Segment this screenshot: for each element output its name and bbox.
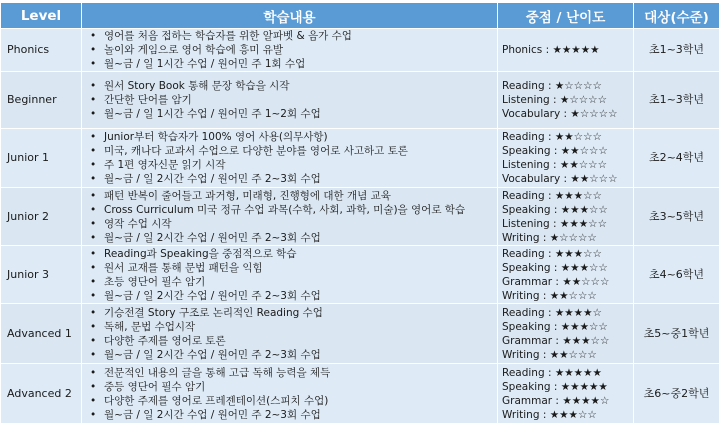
content-item: • Reading과 Speaking을 중점적으로 학습 [90,247,493,261]
level-cell: Advanced 2 [1,364,82,424]
content-item: • 월~금 / 일 2시간 수업 / 원어민 주 2~3회 수업 [90,231,493,245]
star-rating-icon: ★★☆☆☆ [570,173,618,185]
star-rating-icon: ★★★★★ [560,380,608,393]
target-cell: 초6~중2학년 [634,364,720,424]
focus-cell [498,188,634,246]
skill-label: Speaking : [502,261,561,274]
skill-label: Speaking : [502,145,561,157]
content-item: • 다양한 주제를 영어로 프레젠테이션(스피치 수업) [90,394,493,408]
skill-rating [502,334,629,348]
skill-label: Reading : [502,247,555,260]
content-cell [82,72,498,129]
target-cell: 초3~5학년 [634,188,720,246]
header-target: 대상(수준) [634,3,720,29]
star-rating-icon: ★☆☆☆☆ [554,80,602,92]
target-cell: 초1~3학년 [634,72,720,129]
star-rating-icon: ★☆☆☆☆ [559,94,607,106]
skill-rating [502,217,629,231]
content-cell [82,246,498,304]
star-rating-icon: ★★★★★ [554,366,602,379]
content-item: • 놀이와 게임으로 영어 학습에 흥미 유발 [90,43,493,57]
focus-cell [498,304,634,364]
skill-rating [502,380,629,394]
skill-label: Reading : [502,306,555,319]
content-item: • 월~금 / 일 1시간 수업 / 원어민 주 1~2회 수업 [90,107,493,121]
star-rating-icon: ★★☆☆☆ [549,348,597,361]
content-list [86,306,493,362]
focus-cell [498,29,634,72]
skill-label: Writing : [502,231,550,244]
content-item: • 간단한 단어를 암기 [90,93,493,107]
content-item: • 월~금 / 일 2시간 수업 / 원어민 주 2~3회 수업 [90,289,493,303]
header-focus: 중점 / 난이도 [498,3,634,29]
table-row [1,72,720,129]
content-item: • Cross Curriculum 미국 정규 수업 과목(수학, 사회, 과학, 미술)을 영어로 학습 [90,203,493,217]
skill-rating [502,144,629,158]
table-row [1,364,720,424]
content-item: • 월~금 / 일 2시간 수업 / 원어민 주 2~3회 수업 [90,408,493,422]
skill-rating [502,189,629,203]
content-cell [82,364,498,424]
content-list [86,189,493,245]
star-rating-icon: ★★★☆☆ [554,189,602,202]
content-item: • 기승전결 Story 구조로 논리적인 Reading 수업 [90,306,493,320]
star-rating-icon: ★★★☆☆ [560,203,608,216]
skill-label: Listening : [502,217,560,230]
skill-label: Listening : [502,94,560,106]
star-rating-icon: ★★☆☆☆ [554,131,602,143]
content-item: • 월~금 / 일 1시간 수업 / 원어민 주 1회 수업 [90,57,493,71]
skill-rating [502,408,629,422]
skill-rating [502,79,629,93]
skill-label: Speaking : [502,380,561,393]
content-cell [82,188,498,246]
skill-rating [502,348,629,362]
skill-rating [502,394,629,408]
content-list [86,366,493,422]
star-rating-icon: ★☆☆☆☆ [549,231,597,244]
star-rating-icon: ★★★☆☆ [554,247,602,260]
star-rating-icon: ★★★★☆ [554,306,602,319]
content-item: • 월~금 / 일 2시간 수업 / 원어민 주 2~3회 수업 [90,172,493,186]
skill-rating [502,231,629,245]
level-cell: Phonics [1,29,82,72]
star-rating-icon: ★★★☆☆ [560,320,608,333]
content-item: • 미국, 캐나다 교과서 수업으로 다양한 분야를 영어로 사고하고 토론 [90,144,493,158]
star-rating-icon: ★★★☆☆ [559,217,607,230]
content-item: • 영어를 처음 접하는 학습자를 위한 알파벳 & 음가 수업 [90,29,493,43]
skill-rating [502,93,629,107]
content-item: • 원서 Story Book 통해 문장 학습을 시작 [90,79,493,93]
table-row [1,188,720,246]
skill-label: Vocabulary : [502,173,571,185]
target-cell: 초5~중1학년 [634,304,720,364]
level-cell: Junior 1 [1,129,82,188]
star-rating-icon: ★★★☆☆ [549,408,597,421]
skill-label: Reading : [502,366,555,379]
skill-rating [502,289,629,303]
skill-rating [502,107,629,121]
level-cell: Beginner [1,72,82,129]
star-rating-icon: ★★☆☆☆ [562,275,610,288]
level-cell: Junior 2 [1,188,82,246]
content-item: • 전문적인 내용의 글을 통해 고급 독해 능력을 체득 [90,366,493,380]
content-cell [82,129,498,188]
target-cell: 초1~3학년 [634,29,720,72]
star-rating-icon: ★★☆☆☆ [560,145,608,157]
content-item: • Junior부터 학습자가 100% 영어 사용(의무사항) [90,130,493,144]
content-cell [82,29,498,72]
content-item: • 패턴 반복이 줄어들고 과거형, 미래형, 진행형에 대한 개념 교육 [90,189,493,203]
skill-rating [502,247,629,261]
level-cell: Junior 3 [1,246,82,304]
skill-label: Reading : [502,131,555,143]
target-cell: 초2~4학년 [634,129,720,188]
star-rating-icon: ★★★☆☆ [562,334,610,347]
content-list [86,247,493,303]
star-rating-icon: ★★★★★ [552,44,600,56]
star-rating-icon: ★★★★☆ [562,394,610,407]
content-item: • 중등 영단어 필수 암기 [90,380,493,394]
header-level: Level [1,3,82,29]
skill-label: Vocabulary : [502,108,571,120]
star-rating-icon: ★★★☆☆ [560,261,608,274]
skill-rating [502,320,629,334]
skill-label: Grammar : [502,394,563,407]
content-item: • 초등 영단어 필수 암기 [90,275,493,289]
star-rating-icon: ★★☆☆☆ [559,159,607,171]
skill-rating [502,261,629,275]
header-content: 학습내용 [82,3,498,29]
skill-label: Phonics : [502,44,553,56]
table-row [1,29,720,72]
star-rating-icon: ★☆☆☆☆ [570,108,618,120]
content-list [86,29,493,71]
skill-rating [502,158,629,172]
table-row [1,129,720,188]
skill-label: Speaking : [502,320,561,333]
skill-label: Reading : [502,80,555,92]
target-cell: 초4~6학년 [634,246,720,304]
skill-rating [502,130,629,144]
table-row [1,246,720,304]
skill-rating [502,306,629,320]
skill-rating [502,203,629,217]
skill-rating [502,366,629,380]
content-cell [82,304,498,364]
skill-label: Grammar : [502,275,563,288]
focus-cell [498,246,634,304]
skill-rating [502,172,629,186]
content-item: • 월~금 / 일 2시간 수업 / 원어민 주 2~3회 수업 [90,348,493,362]
skill-label: Writing : [502,348,550,361]
table-body [1,29,720,424]
skill-rating [502,275,629,289]
skill-rating [502,43,629,57]
content-item: • 원서 교재를 통해 문법 패턴을 익힘 [90,261,493,275]
star-rating-icon: ★★☆☆☆ [549,289,597,302]
content-list [86,130,493,186]
skill-label: Speaking : [502,203,561,216]
content-list [86,79,493,121]
skill-label: Writing : [502,408,550,421]
curriculum-table [0,2,720,424]
header-row [1,3,720,29]
skill-label: Listening : [502,159,560,171]
table-row [1,304,720,364]
focus-cell [498,72,634,129]
content-item: • 다양한 주제를 영어로 토론 [90,334,493,348]
focus-cell [498,364,634,424]
content-item: • 주 1편 영자신문 읽기 시작 [90,158,493,172]
skill-label: Grammar : [502,334,563,347]
skill-label: Writing : [502,289,550,302]
level-cell: Advanced 1 [1,304,82,364]
focus-cell [498,129,634,188]
content-item: • 영작 수업 시작 [90,217,493,231]
content-item: • 독해, 문법 수업시작 [90,320,493,334]
skill-label: Reading : [502,189,555,202]
